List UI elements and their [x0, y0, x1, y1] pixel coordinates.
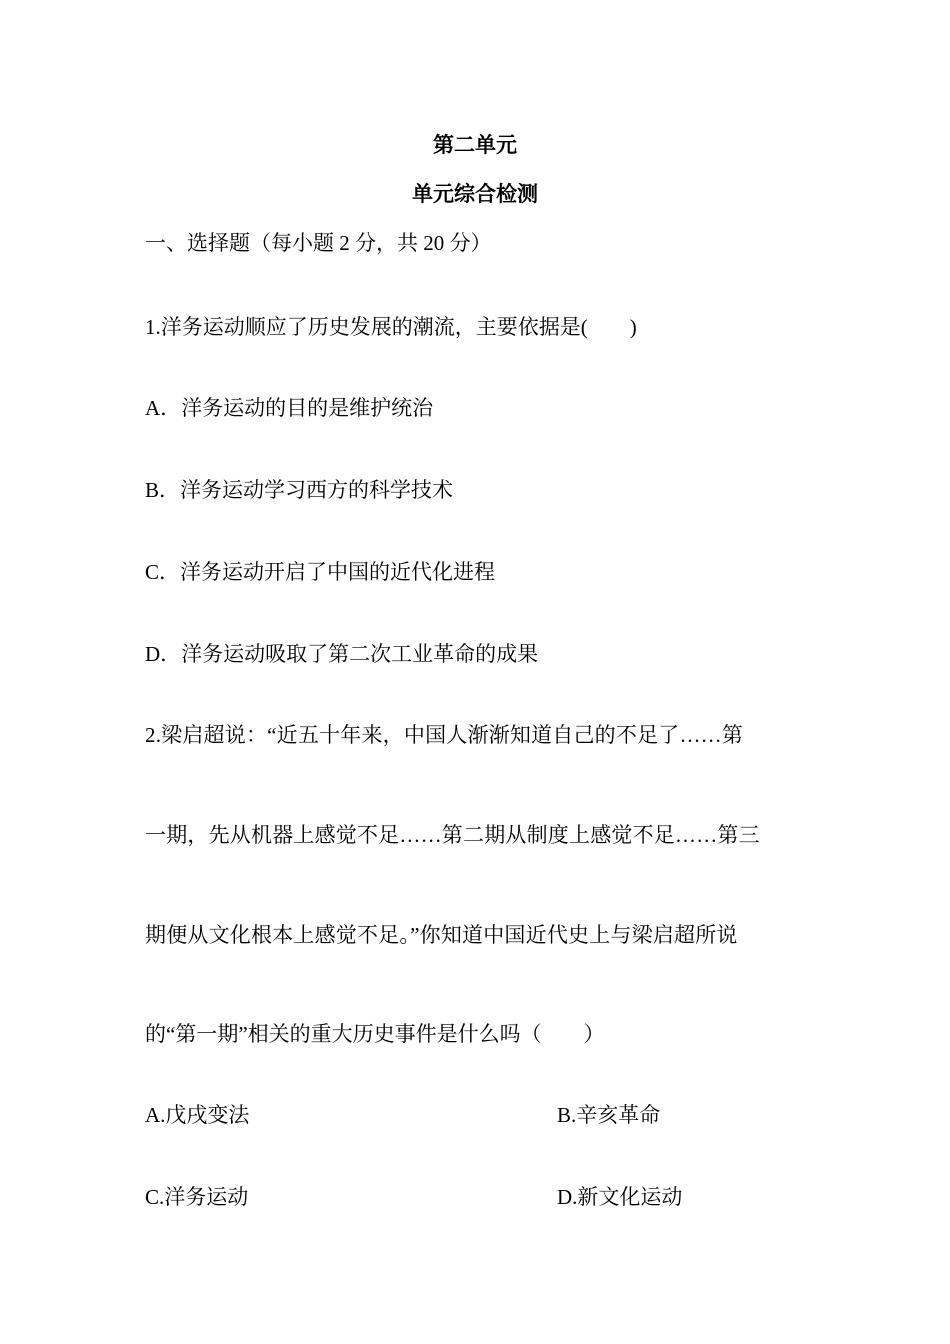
- question-2-option-d: D.新文化运动: [557, 1185, 683, 1209]
- question-1-option-c: C．洋务运动开启了中国的近代化进程: [145, 560, 496, 584]
- question-1-option-d: D．洋务运动吸取了第二次工业革命的成果: [145, 642, 539, 666]
- question-2-stem-line-1: 2.梁启超说：“近五十年来，中国人渐渐知道自己的不足了……第: [145, 723, 744, 747]
- question-1-stem: 1.洋务运动顺应了历史发展的潮流，主要依据是( ): [145, 315, 637, 339]
- section-heading: 一、选择题（每小题 2 分，共 20 分）: [145, 231, 492, 255]
- question-2-option-a: A.戊戌变法: [145, 1103, 250, 1127]
- question-1-option-a: A．洋务运动的目的是维护统治: [145, 396, 434, 420]
- unit-title: 第二单元: [433, 133, 517, 157]
- page-subtitle: 单元综合检测: [412, 182, 538, 206]
- question-2-stem-line-4: 的“第一期”相关的重大历史事件是什么吗（ ）: [145, 1022, 605, 1046]
- question-2-option-b: B.辛亥革命: [557, 1103, 661, 1127]
- question-1-option-b: B．洋务运动学习西方的科学技术: [145, 478, 454, 502]
- question-2-stem-line-2: 一期，先从机器上感觉不足……第二期从制度上感觉不足……第三: [145, 823, 760, 847]
- question-2-stem-line-3: 期便从文化根本上感觉不足。”你知道中国近代史上与梁启超所说: [145, 923, 738, 947]
- question-2-option-c: C.洋务运动: [145, 1185, 249, 1209]
